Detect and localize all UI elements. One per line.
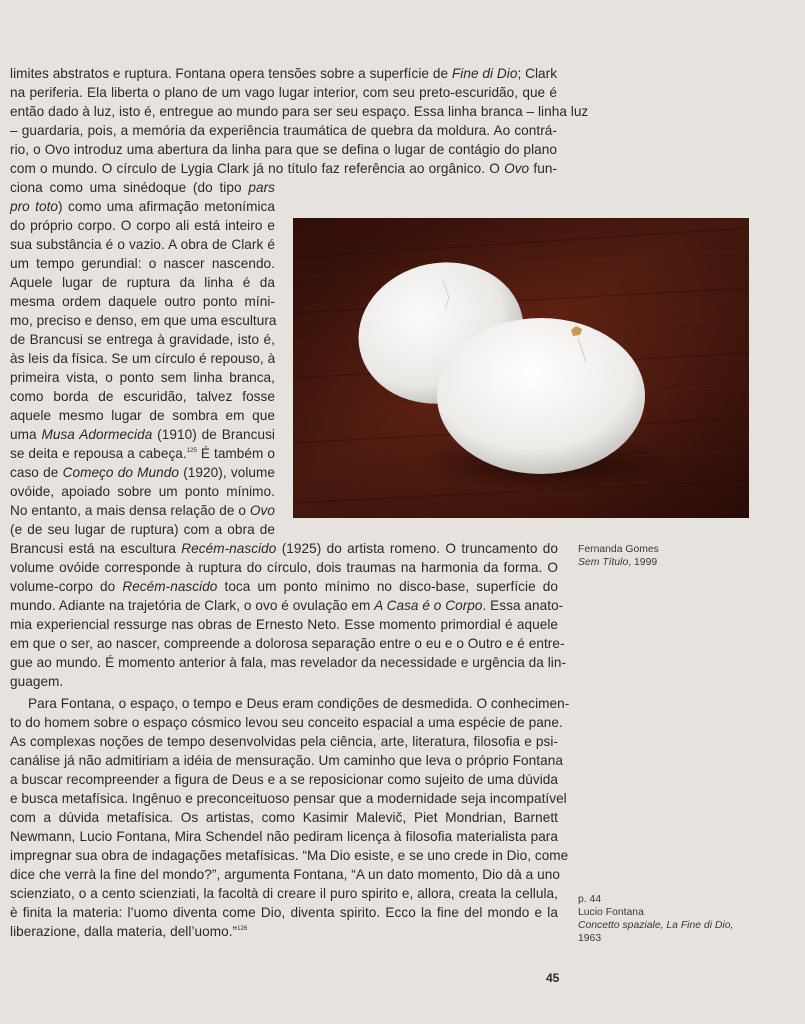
text-line: Brancusi está na escultura Recém-nascido (1925) do artista romeno. O truncamento do [10, 541, 558, 556]
side-caption-artist: Lucio Fontana [578, 907, 644, 918]
front-egg [437, 318, 645, 474]
photo-caption [578, 543, 659, 569]
italic-title: Ovo [504, 161, 530, 176]
text-line: ovóide, apoiado sobre um ponto mínimo. [10, 484, 275, 499]
caption-year: , 1999 [628, 557, 658, 568]
text-line: volume ovóide corresponde à ruptura do círculo, dois traumas na harmonia da forma. O [10, 560, 558, 575]
text-line: se deita e repousa a cabeça.$^{125}$ É também o [10, 446, 275, 461]
text-line: mesma ordem daquele outro ponto míni- [10, 294, 275, 309]
italic-title: pars [248, 180, 275, 195]
text-line: em que o ser, ao nascer, compreende a dolorosa separação entre o eu e o Outro e é entre- [10, 636, 565, 651]
italic-title: pro toto [10, 199, 59, 214]
text-line: uma Musa Adormecida (1910) de Brancusi [10, 427, 275, 442]
italic-title: Recém-nascido [122, 579, 218, 594]
text-line: e busca metafísica. Ingênuo e preconceituoso pensar que a modernidade seja incompatível [10, 791, 567, 806]
text-line: de Brancusi se entrega à gravidade, isto é, [10, 332, 275, 347]
text-line: Newmann, Lucio Fontana, Mira Schendel não pediram licença à filosofia materialista para [10, 829, 558, 844]
text-line: como borda de escuridão, talvez fosse [10, 389, 275, 404]
text-line: primeira vista, o ponto sem linha branca, [10, 370, 275, 385]
italic-title: Recém-nascido [181, 541, 277, 556]
text-line: ciona como uma sinédoque (do tipo pars [10, 180, 275, 195]
italic-title: Fine di Dio [451, 66, 518, 81]
text-line: aquele mesmo lugar de sombra em que [10, 408, 275, 423]
text-line: è finita la materia: l’uomo diventa come Dio, diventa spirito. Ecco la fine del mondo e la [10, 905, 558, 920]
caption-title-line [578, 556, 659, 569]
text-line: canálise já não admitiriam a idéia de mensuração. Um caminho que leva o próprio Fontana [10, 753, 563, 768]
text-line: então dado à luz, isto é, entregue ao mundo para ser seu espaço. Essa linha branca – linha luz [10, 104, 589, 119]
text-line: a buscar recompreender a figura de Deus e a se reposicionar como sujeito de uma dúvida [10, 772, 558, 787]
text-line: scienziato, o a cento scienziati, la facoltà di creare il puro spirito e, allora, creata la cellula, [10, 886, 558, 901]
italic-title: Começo do Mundo [62, 465, 179, 480]
caption-artist: Fernanda Gomes [578, 544, 659, 555]
text-line: do próprio corpo. O corpo ali está inteiro e [10, 218, 275, 233]
text-line: liberazione, dalla materia, dell’uomo.”$^{126}$ [10, 924, 248, 939]
text-line: No entanto, a mais densa relação de o Ovo [10, 503, 275, 518]
page-number: 45 [546, 971, 560, 985]
text-line: volume-corpo do Recém-nascido toca um ponto mínimo no disco-base, superfície do [10, 579, 558, 594]
text-line: na periferia. Ela liberta o plano de um vago lugar interior, com seu preto-escuridão, que é [10, 85, 557, 100]
side-caption-ref: p. 44 [578, 894, 602, 905]
text-line: to do homem sobre o espaço cósmico levou seu conceito espacial a uma espécie de pane. [10, 715, 563, 730]
footnote-ref: 125 [186, 448, 197, 454]
side-caption-year: 1963 [578, 933, 602, 944]
egg-photo-illustration [293, 218, 749, 518]
footnote-ref: 126 [237, 926, 248, 932]
text-line: com o mundo. O círculo de Lygia Clark já no título faz referência ao orgânico. O Ovo fun- [10, 161, 558, 176]
text-line: rio, o Ovo introduz uma abertura da linha para que se defina o lugar de contágio do plano [10, 142, 557, 157]
caption-title: Sem Título [578, 557, 629, 568]
text-line: um tempo gerundial: o nascer nascendo. [10, 256, 275, 271]
text-line: pro toto) como uma afirmação metonímica [10, 199, 276, 214]
italic-title: Musa Adormecida [41, 427, 153, 442]
text-line: caso de Começo do Mundo (1920), volume [10, 465, 275, 480]
side-caption-title: Concetto spaziale, La Fine di Dio, [578, 920, 734, 931]
text-line: sua substância é o vazio. A obra de Clark é [10, 237, 275, 252]
text-line: As complexas noções de tempo desenvolvidas pela ciência, arte, literatura, filosofia e psi- [10, 734, 558, 749]
text-line: mundo. Adiante na trajetória de Clark, o ovo é ovulação em A Casa é o Corpo. Essa anato- [10, 598, 564, 613]
text-line: impregnar sua obra de indagações metafísicas. “Ma Dio esiste, e se uno crede in Dio, come [10, 848, 569, 863]
text-line: mo, preciso e denso, em que uma escultura [10, 313, 277, 328]
text-line: guagem. [10, 674, 64, 689]
text-line: gue ao mundo. É momento anterior à fala, mas revelador da necessidade e urgência da lin- [10, 655, 567, 670]
egg-photograph [293, 218, 749, 518]
text-line: às leis da física. Se um círculo é repouso, à [10, 351, 276, 366]
text-line: com a dúvida metafísica. Os artistas, como Kasimir Malevič, Piet Mondrian, Barnett [10, 810, 558, 825]
side-caption [578, 893, 733, 945]
text-line: dice che verrà la fine del mondo?”, argumenta Fontana, “A un dato momento, Dio dà a uno [10, 867, 560, 882]
text-line: Aquele lugar de ruptura da linha é da [10, 275, 275, 290]
text-line: limites abstratos e ruptura. Fontana opera tensões sobre a superfície de Fine di Dio; Clark [10, 66, 558, 81]
text-line: Para Fontana, o espaço, o tempo e Deus eram condições de desmedida. O conhecimen- [28, 696, 570, 711]
text-line: – guardaria, pois, a memória da experiência traumática de quebra da moldura. Ao contrá- [10, 123, 557, 138]
text-line: (e de seu lugar de ruptura) com a obra de [10, 522, 275, 537]
italic-title: A Casa é o Corpo [374, 598, 483, 613]
italic-title: Ovo [249, 503, 275, 518]
text-line: mia experiencial ressurge nas obras de Ernesto Neto. Esse momento primordial é aquele [10, 617, 558, 632]
